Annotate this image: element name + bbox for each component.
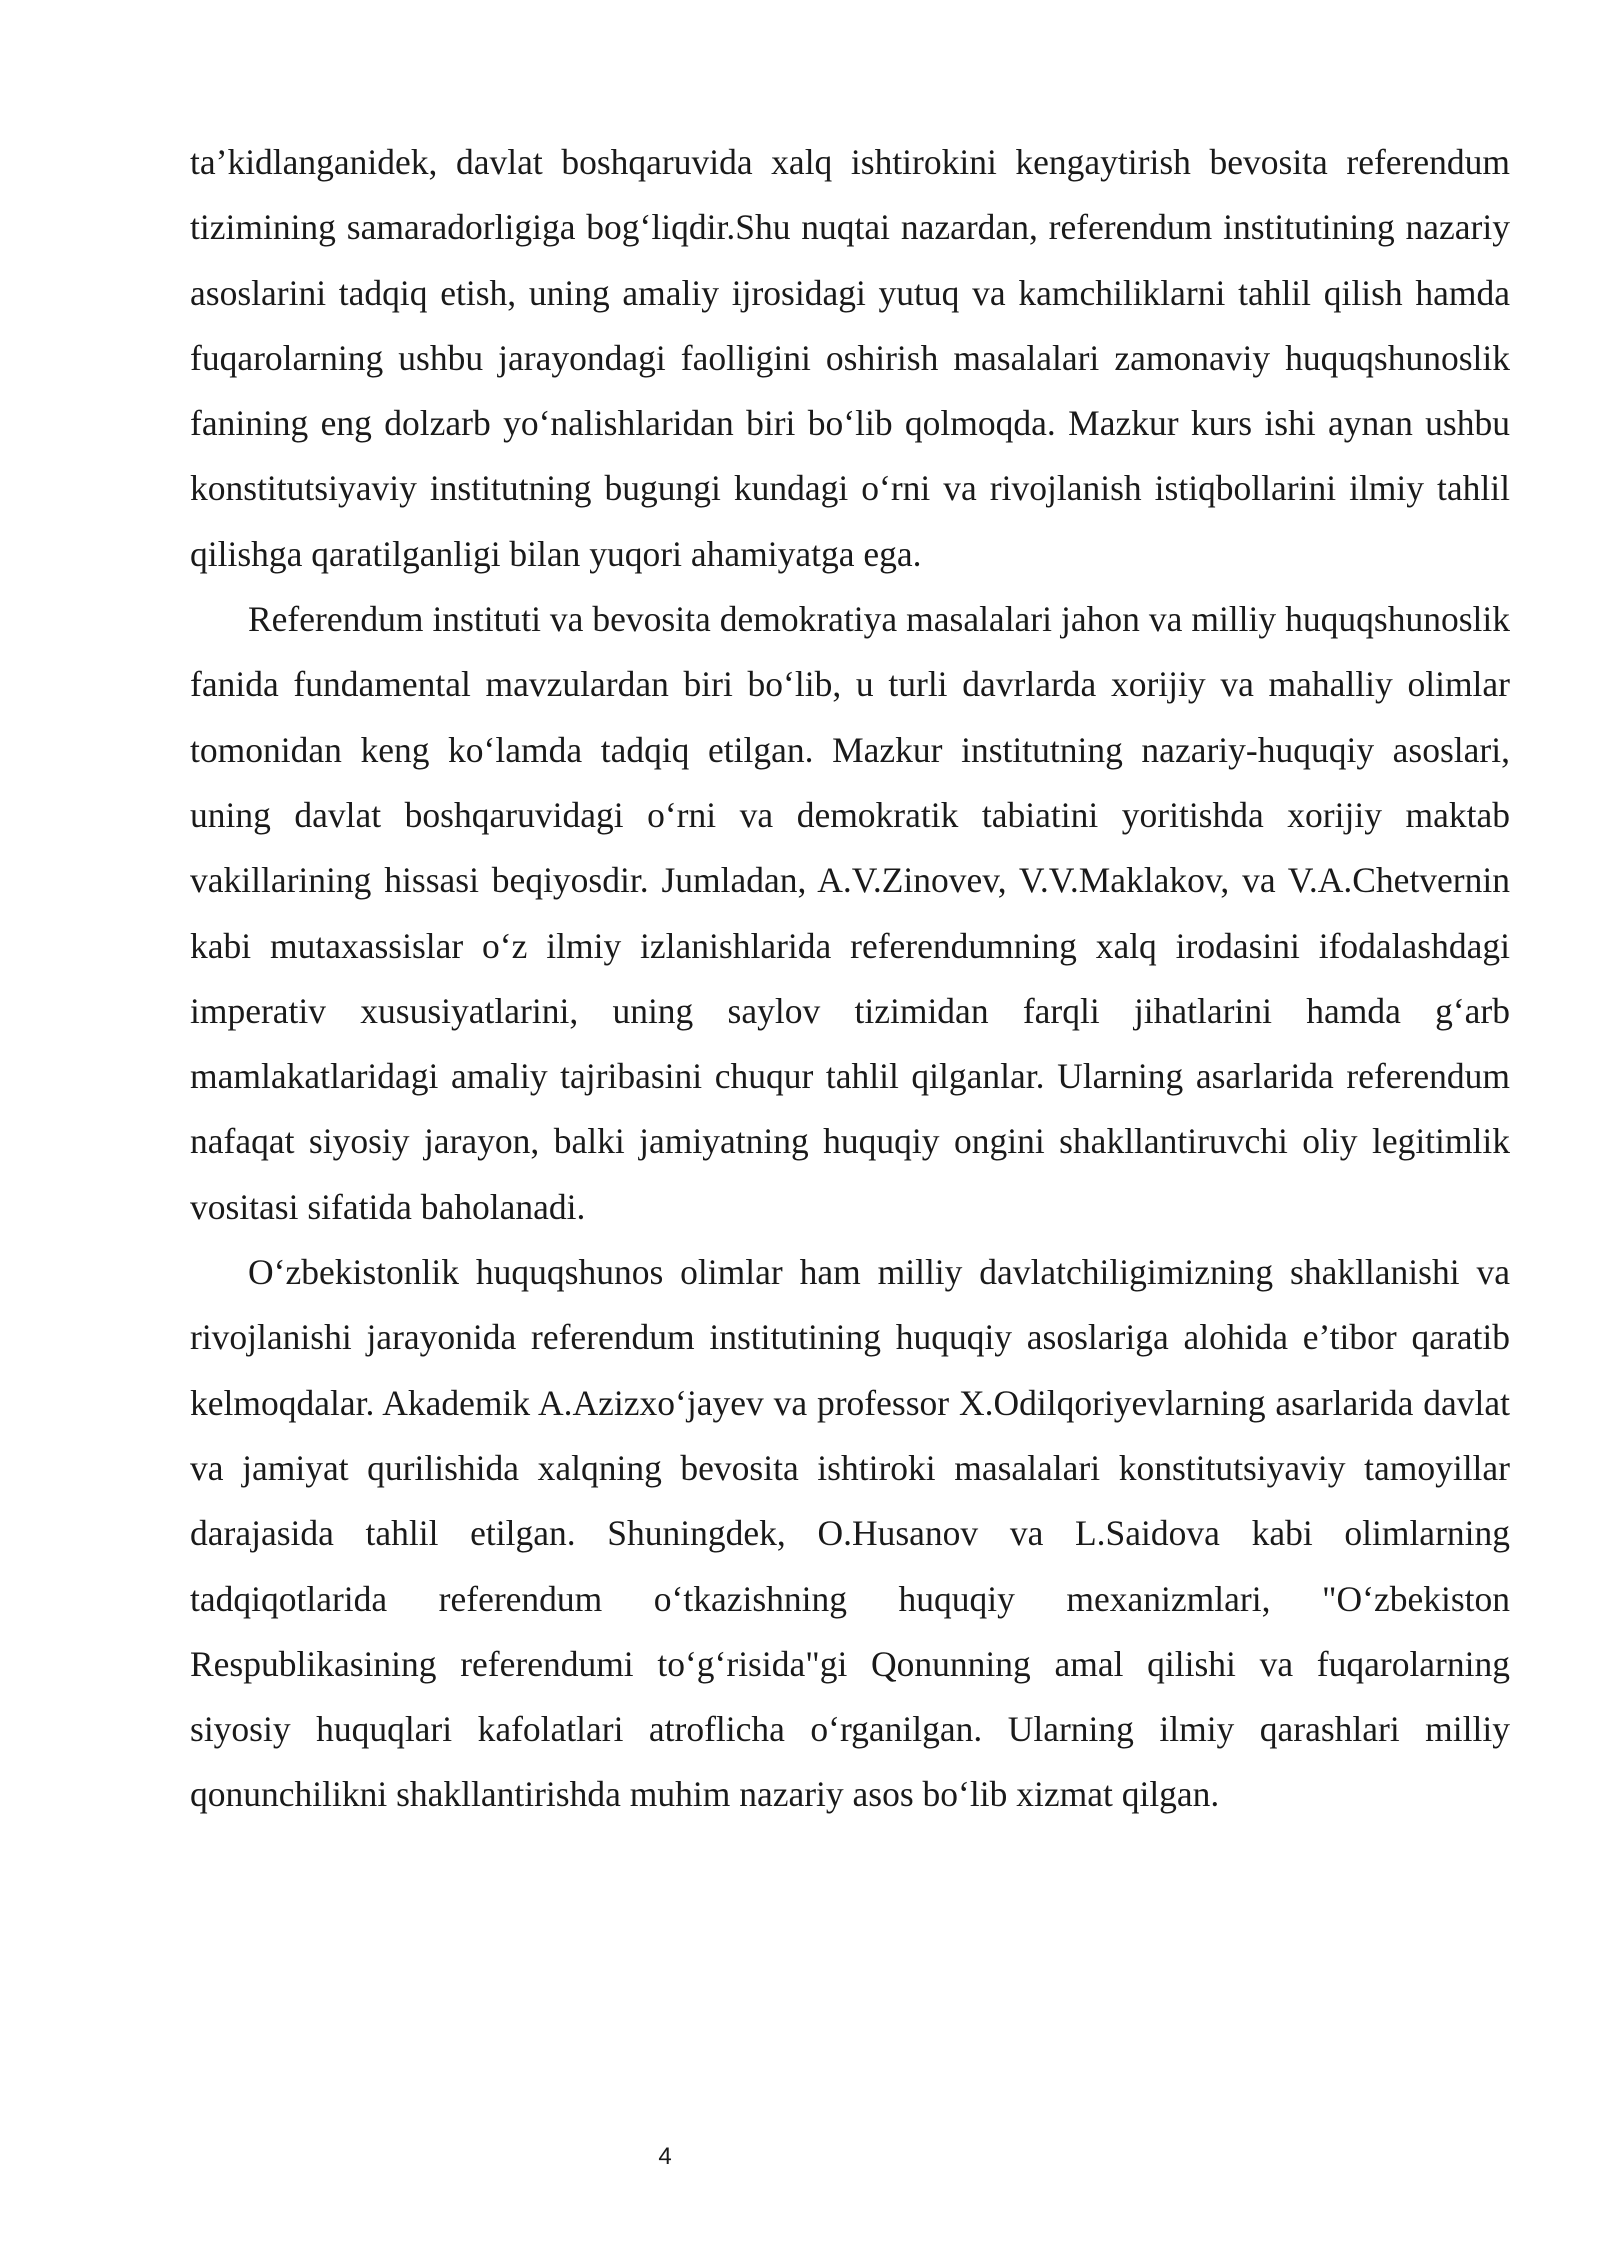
- document-body: [190, 130, 1510, 1828]
- paragraph-continuation: ta’kidlanganidek, davlat boshqaruvida xalq ishtirokini kengaytirish bevosita referendum tizimining samaradorligiga bog‘liqdir.Shu nuqtai nazardan, referendum institutining nazariy asoslarini tadqiq etish, uning amaliy ijrosidagi yutuq va kamchiliklarni tahlil qilish hamda fuqarolarning ushbu jarayondagi faolligini oshirish masalalari zamonaviy huquqshunoslik fanining eng dolzarb yo‘nalishlaridan biri bo‘lib qolmoqda. Mazkur kurs ishi aynan ushbu konstitutsiyaviy institutning bugungi kundagi o‘rni va rivojlanish istiqbollarini ilmiy tahlil qilishga qaratilganligi bilan yuqori ahamiyatga ega.: [190, 142, 1510, 574]
- paragraph-uzbek-scholars: O‘zbekistonlik huquqshunos olimlar ham milliy davlatchiligimizning shakllanishi va rivojlanishi jarayonida referendum institutining huquqiy asoslariga alohida e’tibor qaratib kelmoqdalar. Akademik A.Azizxo‘jayev va professor X.Odilqoriyevlarning asarlarida davlat va jamiyat qurilishida xalqning bevosita ishtiroki masalalari konstitutsiyaviy tamoyillar darajasida tahlil etilgan. Shuningdek, O.Husanov va L.Saidova kabi olimlarning tadqiqotlarida referendum o‘tkazishning huquqiy mexanizmlari, "O‘zbekiston Respublikasining referendumi to‘g‘risida"gi Qonunning amal qilishi va fuqarolarning siyosiy huquqlari kafolatlari atroflicha o‘rganilgan. Ularning ilmiy qarashlari milliy qonunchilikni shakllantirishda muhim nazariy asos bo‘lib xizmat qilgan.: [190, 1252, 1510, 1815]
- paragraph-referendum-research: Referendum instituti va bevosita demokratiya masalalari jahon va milliy huquqshunoslik fanida fundamental mavzulardan biri bo‘lib, u turli davrlarda xorijiy va mahalliy olimlar tomonidan keng ko‘lamda tadqiq etilgan. Mazkur institutning nazariy-huquqiy asoslari, uning davlat boshqaruvidagi o‘rni va demokratik tabiatini yoritishda xorijiy maktab vakillarining hissasi beqiyosdir. Jumladan, A.V.Zinovev, V.V.Maklakov, va V.A.Chetvernin kabi mutaxassislar o‘z ilmiy izlanishlarida referendumning xalq irodasini ifodalashdagi imperativ xususiyatlarini, uning saylov tizimidan farqli jihatlarini hamda g‘arb mamlakatlaridagi amaliy tajribasini chuqur tahlil qilganlar. Ularning asarlarida referendum nafaqat siyosiy jarayon, balki jamiyatning huquqiy ongini shakllantiruvchi oliy legitimlik vositasi sifatida baholanadi.: [190, 599, 1510, 1227]
- page-number: 4: [658, 2143, 672, 2170]
